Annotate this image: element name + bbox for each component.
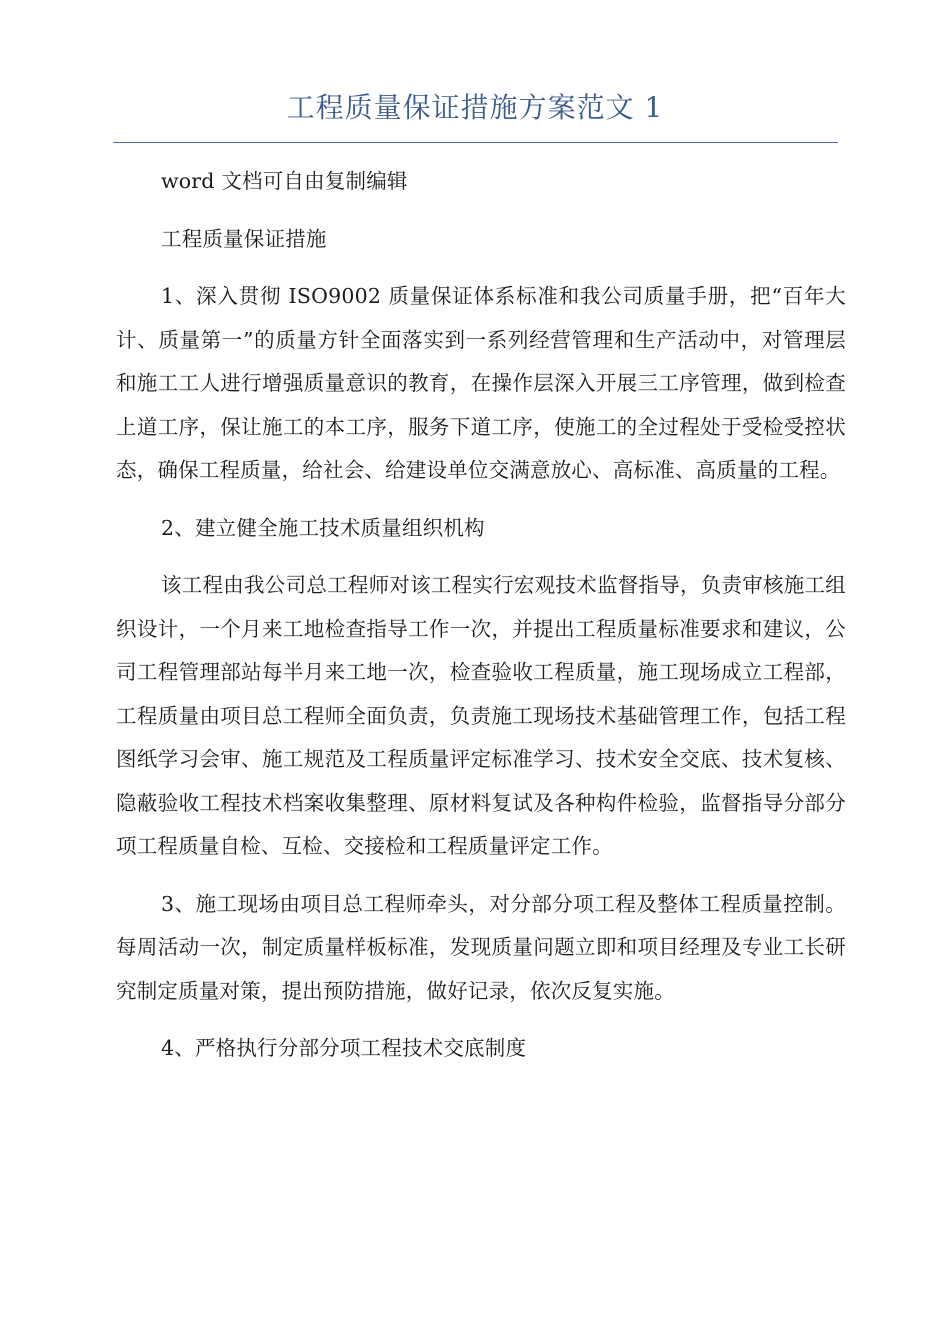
paragraph-section-heading: 工程质量保证措施	[161, 226, 327, 251]
title-divider	[113, 142, 838, 143]
paragraph-item-1: 1、深入贯彻 ISO9002 质量保证体系标准和我公司质量手册，把“百年大计、质量第一”的质量方针全面落实到一系列经营管理和生产活动中，对管理层和施工工人进行增强质量意识的教育，在操作层深入开展三工序管理，做到检查上道工序，保让施工的本工序，服务下道工序，使施工的全过程处于受检受控状态，确保工程质量，给社会、给建设单位交满意放心、高标准、高质量的工程。	[116, 284, 846, 482]
document-title: 工程质量保证措施方案范文 1	[286, 91, 664, 124]
paragraph-item-3: 3、施工现场由项目总工程师牵头，对分部分项工程及整体工程质量控制。每周活动一次，制定质量样板标准，发现质量问题立即和项目经理及专业工长研究制定质量对策，提出预防措施，做好记录，依次反复实施。	[116, 891, 846, 1003]
document-body	[116, 160, 846, 1085]
paragraph-item-2: 2、建立健全施工技术质量组织机构	[161, 515, 485, 540]
paragraph-editable-note: word 文档可自由复制编辑	[161, 169, 408, 193]
paragraph-item-2-body: 该工程由我公司总工程师对该工程实行宏观技术监督指导，负责审核施工组织设计，一个月来工地检查指导工作一次，并提出工程质量标准要求和建议，公司工程管理部站每半月来工地一次，检查验收工程质量，施工现场成立工程部，工程质量由项目总工程师全面负责，负责施工现场技术基础管理工作，包括工程图纸学习会审、施工规范及工程质量评定标准学习、技术安全交底、技术复核、隐蔽验收工程技术档案收集整理、原材料复试及各种构件检验，监督指导分部分项工程质量自检、互检、交接检和工程质量评定工作。	[116, 573, 846, 858]
paragraph-item-4: 4、严格执行分部分项工程技术交底制度	[161, 1036, 527, 1060]
